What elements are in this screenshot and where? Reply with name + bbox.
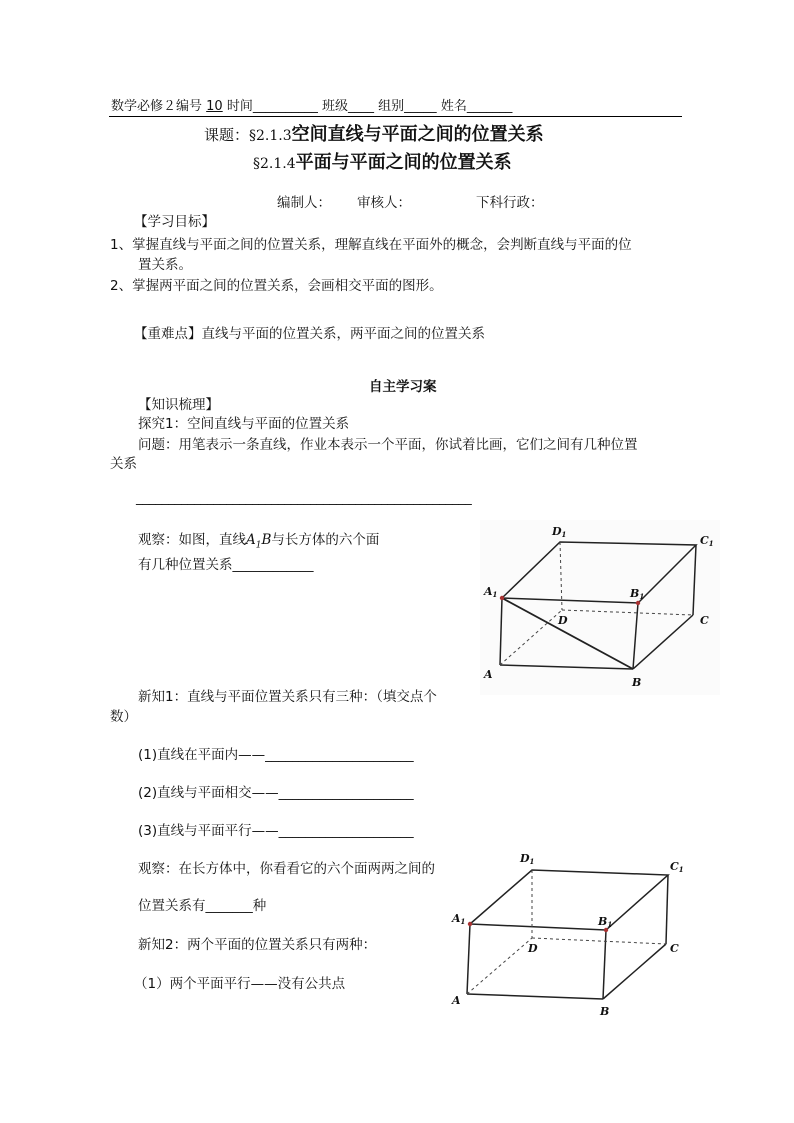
objective-1-line-1: 1、掌握直线与平面之间的位置关系，理解直线在平面外的概念，会判断直线与平面的位: [110, 237, 632, 253]
new-knowledge-1-line-2: 数）: [110, 709, 137, 725]
observe-1-line-2: 有几种位置关系____________: [138, 557, 314, 573]
line-a1b-a: A: [246, 532, 256, 548]
label-a1: A1: [484, 585, 498, 599]
point-b1: [636, 601, 640, 605]
knowledge-heading: 【知识梳理】: [138, 397, 219, 413]
header-rule: [109, 116, 682, 117]
new-knowledge-2: 新知2：两个平面的位置关系只有两种：: [138, 937, 377, 953]
time-label: 时间: [226, 99, 253, 114]
cuboid-figure-2: [448, 848, 688, 1020]
line-a1b-sub: 1: [255, 540, 262, 551]
hidden-edge-ad-2: [467, 938, 532, 994]
edge-c1c-2: [666, 875, 668, 944]
objective-2: 2、掌握两平面之间的位置关系，会画相交平面的图形。: [110, 278, 443, 294]
objective-1-line-2: 置关系。: [138, 257, 192, 273]
hidden-edge-dc-2: [532, 938, 666, 944]
title-line-2: [253, 148, 512, 174]
title-section-1: §2.1.3: [249, 128, 292, 144]
title-line-1: [204, 120, 544, 146]
observe-2-line-2: 位置关系有_______种: [138, 898, 267, 914]
class-label: 班级: [322, 99, 349, 114]
explore-1: 探究1：空间直线与平面的位置关系: [138, 416, 350, 432]
label-b: B: [632, 676, 642, 689]
cuboid-figure-1: [480, 520, 720, 695]
group-blank: _____: [404, 99, 437, 114]
admin-label: 下科行政：: [476, 195, 544, 211]
new-knowledge-1-line-1: 新知1：直线与平面位置关系只有三种：（填交点个: [138, 689, 437, 705]
title-text-2: 平面与平面之间的位置关系: [295, 152, 512, 173]
line-a1b: [246, 532, 272, 551]
edge-ab-2: [467, 994, 603, 999]
label-b-2: B: [600, 1005, 610, 1018]
point-a1-2: [468, 922, 472, 926]
subject-label: 数学必修２编号: [111, 99, 203, 114]
section-title: 自主学习案: [369, 379, 437, 395]
point-a1: [500, 596, 504, 600]
name-label: 姓名: [440, 99, 467, 114]
plane-relation-1: （1）两个平面平行——没有公共点: [134, 976, 346, 992]
number-value: 10: [206, 99, 223, 114]
question-line-2: 关系: [110, 456, 137, 472]
class-blank: ____: [348, 99, 375, 114]
observe-1-suffix: 与长方体的六个面: [271, 532, 380, 548]
title-text-1: 空间直线与平面之间的位置关系: [291, 124, 544, 145]
line-a1b-b: B: [261, 532, 272, 548]
observe-1-line-1: [138, 528, 379, 551]
title-label: 课题：: [204, 126, 250, 144]
label-d1-2: D1: [520, 852, 535, 866]
label-a-2: A: [452, 994, 461, 1007]
key-points: 【重难点】直线与平面的位置关系，两平面之间的位置关系: [134, 326, 485, 342]
label-b1-2: B1: [598, 915, 613, 929]
label-a: A: [484, 668, 493, 681]
label-c-2: C: [670, 942, 679, 955]
label-c: C: [700, 614, 709, 627]
edge-b1b-2: [603, 930, 606, 999]
answer-line: ____________________________________________________: [136, 490, 472, 506]
question-line-1: 问题：用笔表示一条直线，作业本表示一个平面，你试着比画，它们之间有几种位置: [138, 437, 638, 453]
edge-bc-2: [603, 944, 666, 999]
edge-a1a-2: [467, 924, 470, 994]
label-d-2: D: [528, 942, 538, 955]
objectives-heading: 【学习目标】: [134, 214, 215, 230]
case-2: (2)直线与平面相交——____________________: [138, 785, 414, 801]
label-d: D: [558, 614, 568, 627]
time-blank: __________: [252, 99, 318, 114]
case-1: (1)直线在平面内——______________________: [138, 747, 414, 763]
observe-1-prefix: 观察：如图，直线: [138, 532, 246, 548]
label-b1: B1: [630, 587, 645, 601]
header-line: [111, 95, 512, 114]
label-a1-2: A1: [452, 912, 466, 926]
title-section-2: §2.1.4: [253, 156, 296, 172]
reviewer-label: 审核人：: [357, 195, 411, 211]
label-c1-2: C1: [670, 860, 684, 874]
editor-label: 编制人：: [277, 195, 331, 211]
observe-2-line-1: 观察：在长方体中，你看看它的六个面两两之间的: [138, 861, 435, 877]
case-3: (3)直线与平面平行——____________________: [138, 823, 414, 839]
label-c1: C1: [700, 534, 714, 548]
group-label: 组别: [378, 99, 405, 114]
top-face-2: [470, 870, 668, 930]
name-blank: _______: [466, 99, 513, 114]
label-d1: D1: [552, 525, 567, 539]
